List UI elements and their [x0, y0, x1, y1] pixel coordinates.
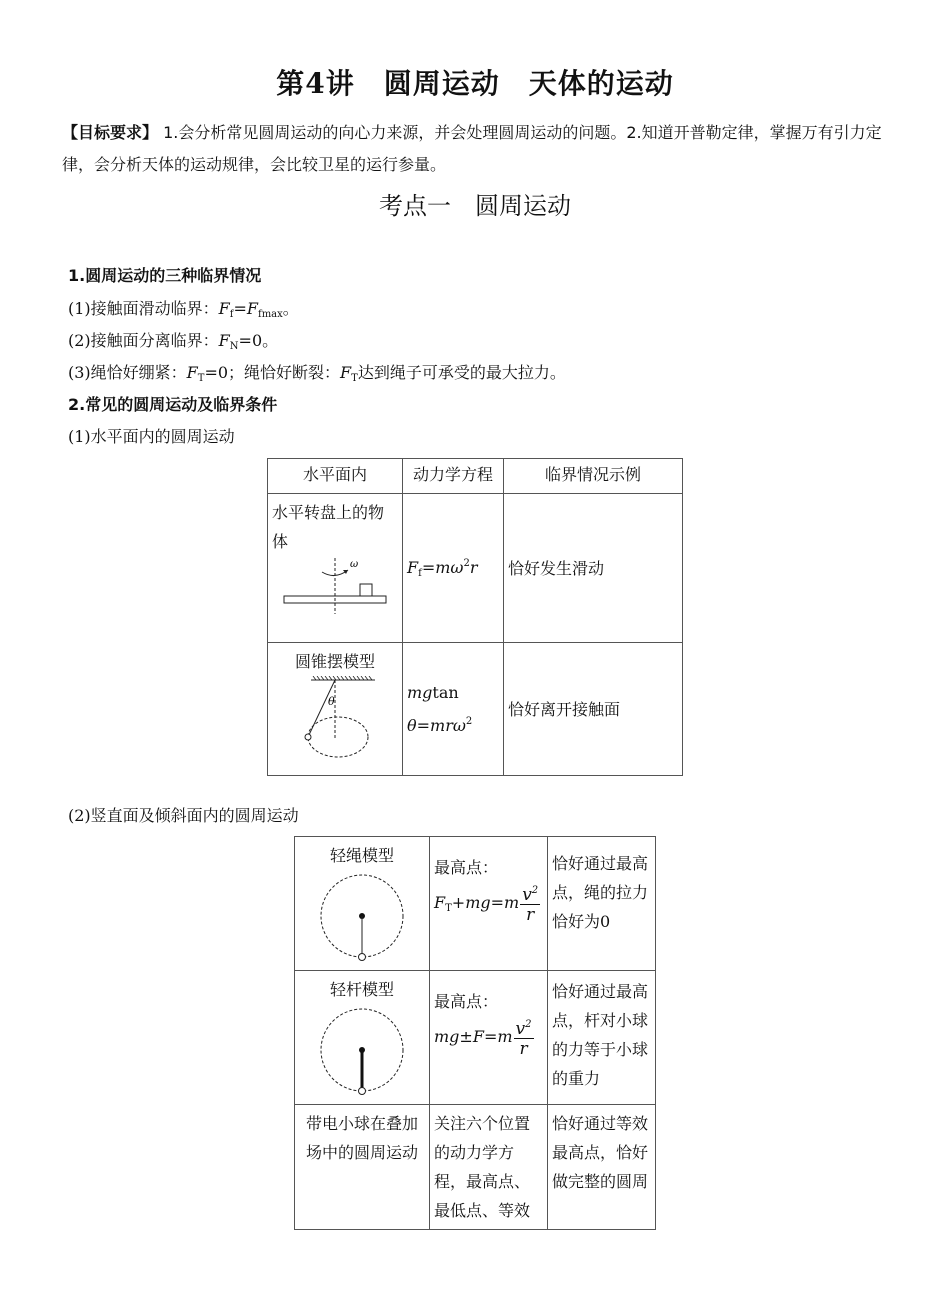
symbol: F [407, 557, 419, 577]
model-name: 水平转盘上的物体 [272, 503, 385, 551]
symbol: F [434, 893, 446, 912]
heading-critical-cases: 1.圆周运动的三种临界情况 [68, 266, 262, 285]
symbol: mg [465, 893, 491, 912]
goal-paragraph [62, 117, 882, 181]
numerator [514, 1016, 534, 1039]
critical-text: 恰好通过最高点，绳的拉力恰好为0 [552, 854, 649, 931]
symbol: v [522, 885, 532, 905]
subscript: T [197, 373, 205, 384]
critical-text: 恰好通过最高点，杆对小球的力等于小球的重力 [552, 982, 649, 1088]
text: (2)接触面分离临界： [68, 331, 219, 350]
omega-label: ω [350, 559, 359, 570]
symbol: mg [407, 683, 433, 702]
model-cell [268, 643, 403, 776]
subscript: T [351, 373, 358, 384]
table-row [295, 837, 656, 971]
subscript: f [418, 567, 422, 579]
superscript: 2 [531, 885, 539, 896]
text: (3)绳恰好绷紧： [68, 363, 187, 382]
table-horizontal-motion [267, 458, 683, 776]
pendulum-ball [305, 734, 311, 740]
model-cell [295, 837, 430, 971]
text: ± [459, 1027, 473, 1046]
model-name: 轻绳模型 [329, 846, 394, 865]
ceiling-hatch [313, 676, 372, 680]
symbol: m [497, 1027, 513, 1046]
equation [434, 1016, 543, 1059]
turntable-diagram [272, 556, 392, 616]
symbol-f: F [218, 331, 230, 350]
critical-cell: 恰好通过等效最高点，恰好做完整的圆周 [548, 1105, 656, 1230]
table-row [295, 1105, 656, 1230]
table-header-row [268, 459, 683, 494]
critical-cell [548, 971, 656, 1105]
goal-tag: 【目标要求】 [62, 123, 159, 142]
line-sliding-critical [68, 298, 299, 326]
symbol-f: F [340, 363, 352, 382]
symbol: ω [452, 716, 466, 735]
superscript: 2 [465, 716, 473, 727]
orbit-ellipse [308, 717, 368, 757]
text: + [451, 893, 466, 912]
rod-ball [359, 1088, 366, 1095]
light-rod-diagram [312, 1004, 412, 1100]
superscript: 2 [463, 557, 470, 569]
fraction [520, 882, 540, 925]
model-cell: 带电小球在叠加场中的圆周运动 [295, 1105, 430, 1230]
symbol: ω [450, 557, 464, 577]
line-rope-critical [68, 362, 566, 390]
symbol: v [515, 1019, 526, 1039]
text: (1)接触面滑动临界： [68, 299, 219, 318]
text: 达到绳子可承受的最大拉力。 [357, 363, 566, 382]
model-name: 圆锥摆模型 [294, 652, 375, 671]
subscript: T [445, 903, 452, 914]
table-vertical-motion [294, 836, 656, 1230]
text: = [421, 557, 436, 577]
theta-label: θ [328, 695, 335, 708]
critical-cell [548, 837, 656, 971]
symbol-f: F [186, 363, 198, 382]
denominator: r [526, 905, 535, 925]
text: = [416, 716, 431, 735]
page-title: 第4讲 圆周运动 天体的运动 [276, 67, 674, 100]
equation-cell: 关注六个位置的动力学方程，最高点、最低点、等效 [430, 1105, 548, 1230]
header-cell: 动力学方程 [403, 459, 504, 494]
table-row [295, 971, 656, 1105]
line-separation-critical [68, 330, 278, 358]
fraction [514, 1016, 534, 1059]
denominator: r [519, 1039, 528, 1059]
symbol: m [504, 893, 520, 912]
superscript: 2 [525, 1019, 532, 1030]
critical-cell: 恰好发生滑动 [504, 494, 683, 643]
text: tan [432, 683, 459, 702]
heading-common-motion: 2.常见的圆周运动及临界条件 [68, 395, 278, 414]
symbol: θ [407, 716, 417, 735]
text: =0。 [238, 331, 279, 350]
model-name: 轻杆模型 [329, 980, 394, 999]
symbol: r [469, 557, 478, 577]
section-title: 考点一 圆周运动 [379, 192, 571, 220]
header-cell: 水平面内 [268, 459, 403, 494]
model-cell [295, 971, 430, 1105]
symbol-f: F [218, 299, 230, 318]
pendulum-string [308, 680, 335, 737]
table-row [268, 643, 683, 776]
symbol: mg [434, 1027, 460, 1046]
symbol: m [435, 557, 451, 577]
subscript: f [229, 309, 234, 320]
symbol-f: F [246, 299, 258, 318]
light-rope-diagram [312, 870, 412, 966]
label-vertical: (2)竖直面及倾斜面内的圆周运动 [68, 806, 299, 825]
eq-label: 最高点： [434, 858, 499, 877]
goal-text: 1.会分析常见圆周运动的向心力来源，并会处理圆周运动的问题。2.知道开普勒定律，掌握万有引力定律，会分析天体的运动规律，会比较卫星的运行参量。 [62, 123, 882, 174]
subscript: fmax [258, 309, 283, 320]
header-cell: 临界情况示例 [504, 459, 683, 494]
equation [434, 882, 543, 925]
conical-pendulum-diagram [275, 676, 395, 760]
equation-cell [403, 643, 504, 776]
subscript: N [229, 341, 239, 352]
equation-cell [430, 837, 548, 971]
text: = [483, 1027, 498, 1046]
eq-label: 最高点： [434, 992, 499, 1011]
model-cell [268, 494, 403, 643]
arrow-head [343, 570, 348, 574]
object-block [360, 584, 372, 596]
text: = [490, 893, 505, 912]
text: = [233, 299, 247, 318]
rope-ball [359, 954, 366, 961]
text: =0；绳恰好断裂： [204, 363, 341, 382]
symbol: F [472, 1027, 484, 1046]
table-row [268, 494, 683, 643]
numerator [520, 882, 540, 905]
critical-cell: 恰好离开接触面 [504, 643, 683, 776]
label-horizontal: (1)水平面内的圆周运动 [68, 427, 235, 446]
equation-cell [430, 971, 548, 1105]
symbol: mr [430, 716, 453, 735]
text: 。 [282, 299, 299, 318]
equation-cell [403, 494, 504, 643]
